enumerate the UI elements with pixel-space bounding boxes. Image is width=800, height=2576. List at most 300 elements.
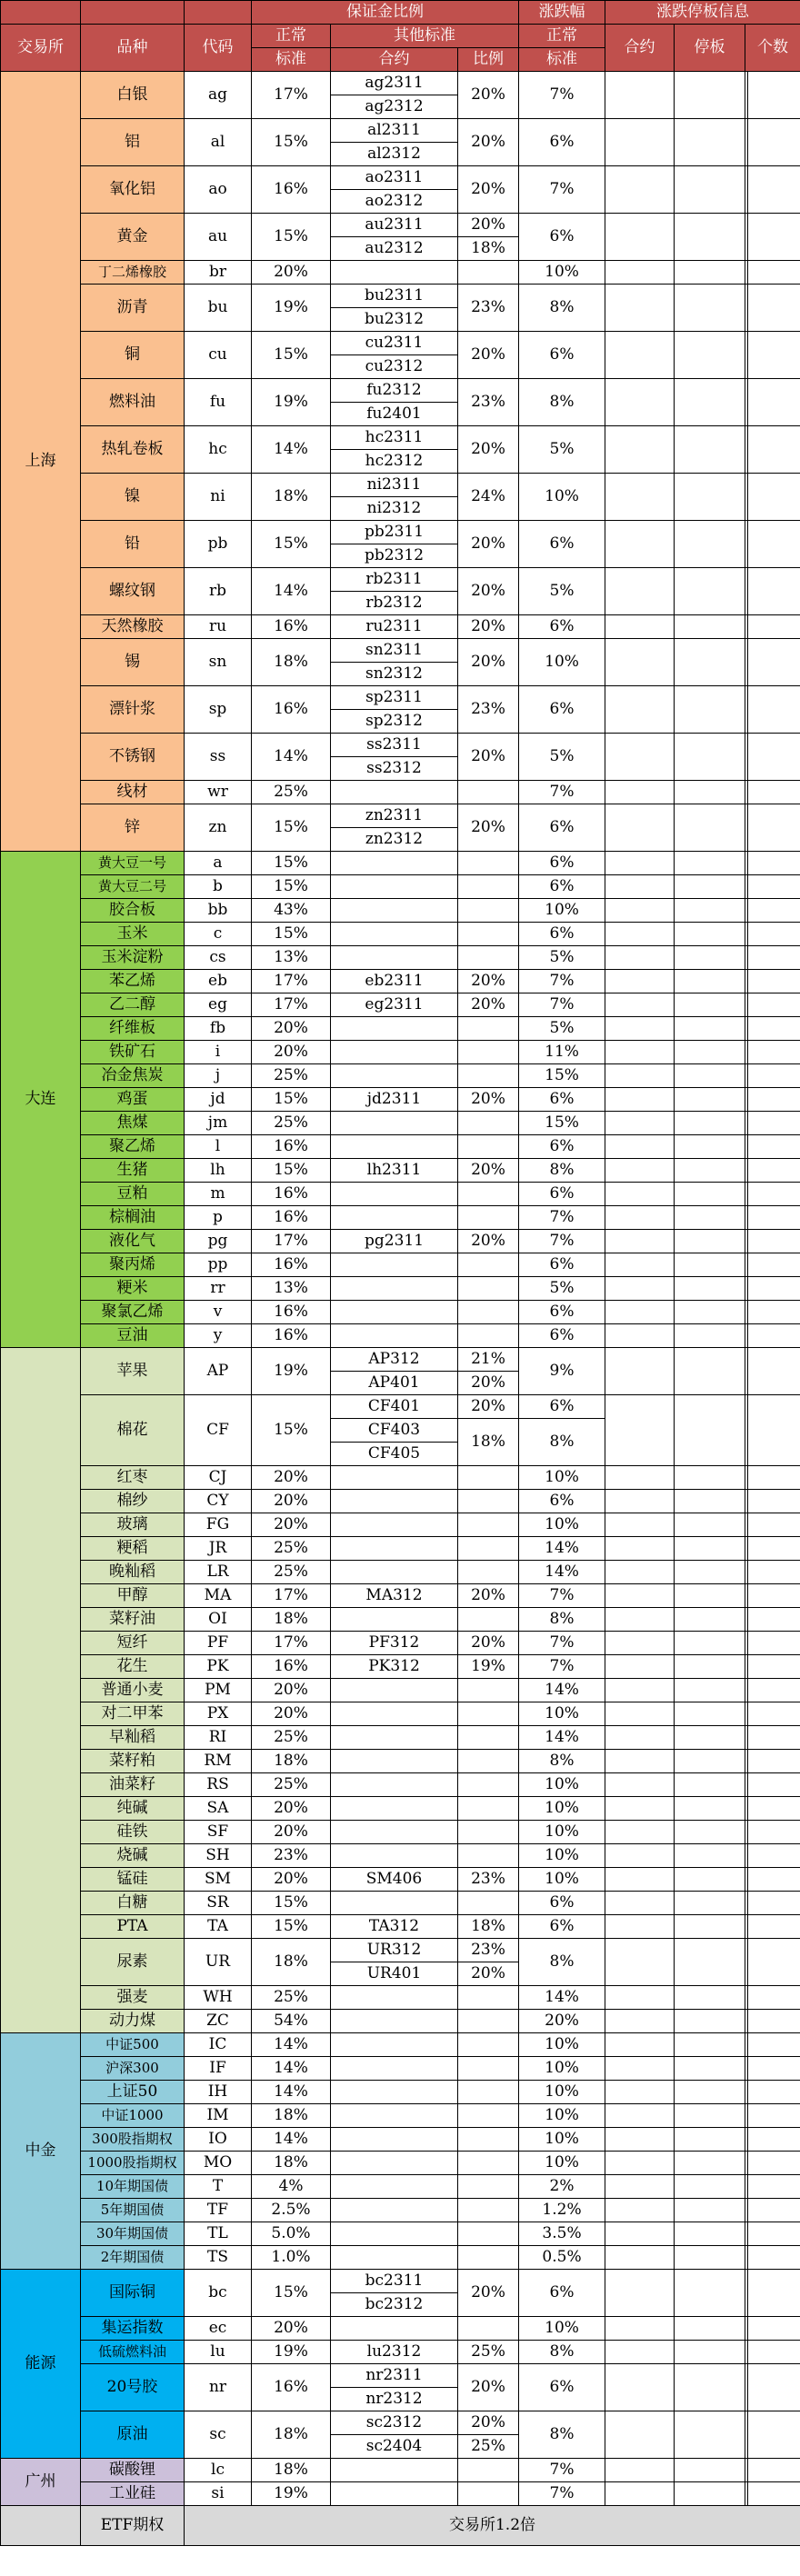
contract-cell: eb2311: [331, 970, 458, 993]
table-row: [1, 1395, 800, 1419]
variety-cell: 20号胶: [81, 2364, 185, 2411]
margin-cell: 18%: [252, 1939, 331, 1986]
code-cell: p: [185, 1206, 252, 1230]
info-contract-cell: [605, 1868, 675, 1892]
exchange-cell: [1, 1348, 81, 2033]
info-count-cell: [748, 1632, 800, 1655]
code-cell: TF: [185, 2199, 252, 2222]
table-row: [1, 2364, 800, 2388]
variety-cell: 苹果: [81, 1348, 185, 1395]
margin-cell: 25%: [252, 1537, 331, 1561]
contract-cell: fu2312: [331, 379, 458, 403]
variety-cell: 玉米: [81, 923, 185, 946]
contract-cell: [331, 1844, 458, 1868]
margin-cell: 16%: [252, 1253, 331, 1277]
limit-cell: 8%: [519, 2341, 605, 2364]
table-row: [1, 2270, 800, 2293]
info-count-cell: [748, 1537, 800, 1561]
contract-cell: [331, 1726, 458, 1750]
info-contract-cell: [605, 1301, 675, 1324]
limit-cell: 6%: [519, 1183, 605, 1206]
info-board-cell: [675, 2057, 745, 2081]
contract-cell: zn2312: [331, 828, 458, 852]
margin-cell: 19%: [252, 379, 331, 426]
header-contract: 合约: [331, 48, 458, 72]
table-row: [1, 521, 800, 544]
code-cell: TL: [185, 2222, 252, 2246]
info-count-cell: [748, 970, 800, 993]
variety-cell: 原油: [81, 2411, 185, 2459]
margin-cell: 19%: [252, 1348, 331, 1395]
margin-cell: 14%: [252, 2128, 331, 2152]
code-cell: IO: [185, 2128, 252, 2152]
ratio-cell: [458, 946, 519, 970]
contract-cell: [331, 2057, 458, 2081]
ratio-cell: [458, 2104, 519, 2128]
ratio-cell: [458, 2317, 519, 2341]
code-cell: LR: [185, 1561, 252, 1584]
exchange-cell: 广州: [1, 2459, 81, 2506]
table-row: [1, 1088, 800, 1112]
table-row: [1, 1490, 800, 1513]
limit-cell: 10%: [519, 1821, 605, 1844]
variety-cell: 液化气: [81, 1230, 185, 1253]
margin-cell: 20%: [252, 2317, 331, 2341]
code-cell: j: [185, 1064, 252, 1088]
table-row: [1, 1821, 800, 1844]
ratio-cell: 20%: [458, 1395, 519, 1419]
code-cell: sc: [185, 2411, 252, 2459]
info-count-cell: [748, 1939, 800, 1986]
code-cell: lc: [185, 2459, 252, 2482]
info-count-cell: [748, 119, 800, 166]
code-cell: RM: [185, 1750, 252, 1773]
variety-cell: 聚丙烯: [81, 1253, 185, 1277]
margin-cell: 20%: [252, 1797, 331, 1821]
info-contract-cell: [605, 166, 675, 214]
contract-cell: sc2404: [331, 2435, 458, 2459]
table-row: [1, 2317, 800, 2341]
contract-cell: PF312: [331, 1632, 458, 1655]
margin-cell: 17%: [252, 970, 331, 993]
table-row: [1, 261, 800, 285]
code-cell: wr: [185, 781, 252, 804]
info-board-cell: [675, 1513, 745, 1537]
variety-cell: 中证1000: [81, 2104, 185, 2128]
info-contract-cell: [605, 1064, 675, 1088]
ratio-cell: 20%: [458, 214, 519, 237]
contract-cell: UR312: [331, 1939, 458, 1962]
ratio-cell: [458, 1797, 519, 1821]
info-contract-cell: [605, 1253, 675, 1277]
ratio-cell: 23%: [458, 285, 519, 332]
info-contract-cell: [605, 474, 675, 521]
info-board-cell: [675, 993, 745, 1017]
ratio-cell: [458, 2246, 519, 2270]
table-row: [1, 804, 800, 828]
ratio-cell: 20%: [458, 1372, 519, 1395]
info-contract-cell: [605, 734, 675, 781]
code-cell: IM: [185, 2104, 252, 2128]
code-cell: rb: [185, 568, 252, 615]
contract-cell: [331, 2104, 458, 2128]
margin-cell: 20%: [252, 1490, 331, 1513]
info-board-cell: [675, 2152, 745, 2175]
ratio-cell: [458, 1301, 519, 1324]
info-board-cell: [675, 1986, 745, 2010]
info-contract-cell: [605, 899, 675, 923]
info-count-cell: [748, 1513, 800, 1537]
variety-cell: 国际铜: [81, 2270, 185, 2317]
margin-cell: 16%: [252, 1183, 331, 1206]
info-board-cell: [675, 2175, 745, 2199]
code-cell: v: [185, 1301, 252, 1324]
margin-cell: 20%: [252, 1702, 331, 1726]
ratio-cell: 18%: [458, 1915, 519, 1939]
code-cell: l: [185, 1135, 252, 1159]
limit-cell: 5%: [519, 1017, 605, 1041]
footer-note-cell: 交易所1.2倍: [185, 2506, 800, 2546]
variety-cell: 5年期国债: [81, 2199, 185, 2222]
info-board-cell: [675, 1892, 745, 1915]
margin-cell: 20%: [252, 261, 331, 285]
margin-cell: 14%: [252, 2033, 331, 2057]
table-row: [1, 1183, 800, 1206]
contract-cell: [331, 1206, 458, 1230]
ratio-cell: [458, 1513, 519, 1537]
margin-cell: 18%: [252, 639, 331, 686]
variety-cell: 苯乙烯: [81, 970, 185, 993]
info-count-cell: [748, 1159, 800, 1183]
info-count-cell: [748, 2317, 800, 2341]
contract-cell: pb2311: [331, 521, 458, 544]
info-count-cell: [748, 1868, 800, 1892]
contract-cell: [331, 1750, 458, 1773]
info-board-cell: [675, 1466, 745, 1490]
info-board-cell: [675, 72, 745, 119]
ratio-cell: 20%: [458, 332, 519, 379]
variety-cell: 聚乙烯: [81, 1135, 185, 1159]
header-code: 代码: [185, 25, 252, 72]
info-contract-cell: [605, 2057, 675, 2081]
info-count-cell: [748, 1915, 800, 1939]
margin-cell: 15%: [252, 852, 331, 875]
variety-cell: 不锈钢: [81, 734, 185, 781]
info-board-cell: [675, 1112, 745, 1135]
code-cell: FG: [185, 1513, 252, 1537]
margin-cell: 15%: [252, 923, 331, 946]
margin-cell: 5.0%: [252, 2222, 331, 2246]
limit-cell: 14%: [519, 1561, 605, 1584]
limit-cell: 7%: [519, 2482, 605, 2506]
code-cell: eb: [185, 970, 252, 993]
code-cell: MA: [185, 1584, 252, 1608]
info-contract-cell: [605, 993, 675, 1017]
info-contract-cell: [605, 1655, 675, 1679]
ratio-cell: 20%: [458, 119, 519, 166]
code-cell: si: [185, 2482, 252, 2506]
info-contract-cell: [605, 214, 675, 261]
info-count-cell: [748, 1183, 800, 1206]
variety-cell: PTA: [81, 1915, 185, 1939]
contract-cell: [331, 1183, 458, 1206]
limit-cell: 10%: [519, 2104, 605, 2128]
code-cell: pp: [185, 1253, 252, 1277]
ratio-cell: 24%: [458, 474, 519, 521]
limit-cell: 6%: [519, 686, 605, 734]
margin-cell: 18%: [252, 1608, 331, 1632]
info-board-cell: [675, 1773, 745, 1797]
contract-cell: [331, 2152, 458, 2175]
margin-cell: 1.0%: [252, 2246, 331, 2270]
variety-cell: 线材: [81, 781, 185, 804]
table-row: [1, 1348, 800, 1372]
margin-cell: 14%: [252, 2081, 331, 2104]
info-contract-cell: [605, 781, 675, 804]
limit-cell: 7%: [519, 2459, 605, 2482]
code-cell: SF: [185, 1821, 252, 1844]
variety-cell: 热轧卷板: [81, 426, 185, 474]
info-contract-cell: [605, 1939, 675, 1986]
table-row: [1, 993, 800, 1017]
table-row: [1, 2057, 800, 2081]
info-count-cell: [748, 804, 800, 852]
contract-cell: ss2312: [331, 757, 458, 781]
limit-cell: 8%: [519, 379, 605, 426]
table-row: [1, 899, 800, 923]
table-row: [1, 2482, 800, 2506]
limit-cell: 10%: [519, 474, 605, 521]
variety-cell: 棉纱: [81, 1490, 185, 1513]
limit-cell: 10%: [519, 639, 605, 686]
info-count-cell: [748, 2175, 800, 2199]
table-row: [1, 166, 800, 190]
info-board-cell: [675, 214, 745, 261]
ratio-cell: 20%: [458, 166, 519, 214]
table-row: [1, 1041, 800, 1064]
info-count-cell: [748, 474, 800, 521]
contract-cell: AP312: [331, 1348, 458, 1372]
contract-cell: [331, 1277, 458, 1301]
ratio-cell: 20%: [458, 72, 519, 119]
margin-cell: 20%: [252, 1821, 331, 1844]
info-contract-cell: [605, 2482, 675, 2506]
variety-cell: 生猪: [81, 1159, 185, 1183]
variety-cell: 动力煤: [81, 2010, 185, 2033]
contract-cell: nr2312: [331, 2388, 458, 2411]
ratio-cell: [458, 2482, 519, 2506]
limit-cell: 11%: [519, 1041, 605, 1064]
ratio-cell: [458, 1702, 519, 1726]
info-contract-cell: [605, 2152, 675, 2175]
info-contract-cell: [605, 970, 675, 993]
header-margin-ratio: 保证金比例: [252, 1, 519, 25]
code-cell: a: [185, 852, 252, 875]
code-cell: al: [185, 119, 252, 166]
info-contract-cell: [605, 2081, 675, 2104]
limit-cell: 7%: [519, 1206, 605, 1230]
ratio-cell: 23%: [458, 686, 519, 734]
variety-cell: 玻璃: [81, 1513, 185, 1537]
info-contract-cell: [605, 1679, 675, 1702]
table-row: [1, 1797, 800, 1821]
code-cell: IC: [185, 2033, 252, 2057]
info-contract-cell: [605, 1088, 675, 1112]
info-board-cell: [675, 1490, 745, 1513]
info-board-cell: [675, 1868, 745, 1892]
code-cell: fb: [185, 1017, 252, 1041]
variety-cell: 冶金焦炭: [81, 1064, 185, 1088]
info-contract-cell: [605, 875, 675, 899]
info-board-cell: [675, 1655, 745, 1679]
info-count-cell: [748, 2222, 800, 2246]
limit-cell: 7%: [519, 1655, 605, 1679]
info-board-cell: [675, 1324, 745, 1348]
info-count-cell: [748, 1253, 800, 1277]
variety-cell: 丁二烯橡胶: [81, 261, 185, 285]
margin-cell: 16%: [252, 1324, 331, 1348]
table-row: [1, 1584, 800, 1608]
contract-cell: bu2312: [331, 308, 458, 332]
info-count-cell: [748, 639, 800, 686]
ratio-cell: 20%: [458, 615, 519, 639]
info-contract-cell: [605, 2199, 675, 2222]
info-board-cell: [675, 2270, 745, 2317]
info-board-cell: [675, 2246, 745, 2270]
contract-cell: ru2311: [331, 615, 458, 639]
contract-cell: [331, 1892, 458, 1915]
info-contract-cell: [605, 1584, 675, 1608]
info-count-cell: [748, 1844, 800, 1868]
contract-cell: zn2311: [331, 804, 458, 828]
contract-cell: PK312: [331, 1655, 458, 1679]
table-row: [1, 852, 800, 875]
info-count-cell: [748, 1750, 800, 1773]
code-cell: cu: [185, 332, 252, 379]
info-board-cell: [675, 1797, 745, 1821]
info-board-cell: [675, 1253, 745, 1277]
info-board-cell: [675, 379, 745, 426]
table-row: [1, 1277, 800, 1301]
margin-cell: 20%: [252, 1017, 331, 1041]
info-contract-cell: [605, 1206, 675, 1230]
ratio-cell: [458, 923, 519, 946]
contract-cell: au2311: [331, 214, 458, 237]
table-row: [1, 1561, 800, 1584]
info-contract-cell: [605, 2128, 675, 2152]
info-count-cell: [748, 1584, 800, 1608]
code-cell: jm: [185, 1112, 252, 1135]
margin-cell: 19%: [252, 2341, 331, 2364]
limit-cell: 6%: [519, 332, 605, 379]
info-count-cell: [748, 993, 800, 1017]
code-cell: IF: [185, 2057, 252, 2081]
margin-cell: 20%: [252, 1868, 331, 1892]
contract-cell: hc2311: [331, 426, 458, 450]
margin-cell: 13%: [252, 946, 331, 970]
info-contract-cell: [605, 1017, 675, 1041]
code-cell: TA: [185, 1915, 252, 1939]
info-contract-cell: [605, 1395, 675, 1466]
contract-cell: MA312: [331, 1584, 458, 1608]
limit-cell: 10%: [519, 899, 605, 923]
contract-cell: lh2311: [331, 1159, 458, 1183]
variety-cell: 尿素: [81, 1939, 185, 1986]
limit-cell: 10%: [519, 1868, 605, 1892]
margin-cell: 15%: [252, 875, 331, 899]
margin-cell: 16%: [252, 615, 331, 639]
info-contract-cell: [605, 2270, 675, 2317]
info-board-cell: [675, 899, 745, 923]
info-board-cell: [675, 804, 745, 852]
ratio-cell: 20%: [458, 521, 519, 568]
limit-cell: 6%: [519, 1915, 605, 1939]
limit-cell: 6%: [519, 1135, 605, 1159]
ratio-cell: [458, 1537, 519, 1561]
info-board-cell: [675, 1135, 745, 1159]
code-cell: PX: [185, 1702, 252, 1726]
contract-cell: [331, 1773, 458, 1797]
info-board-cell: [675, 1608, 745, 1632]
info-count-cell: [748, 2199, 800, 2222]
variety-cell: 氧化铝: [81, 166, 185, 214]
variety-cell: 短纤: [81, 1632, 185, 1655]
limit-cell: 6%: [519, 2364, 605, 2411]
limit-cell: 7%: [519, 72, 605, 119]
contract-cell: bu2311: [331, 285, 458, 308]
margin-cell: 18%: [252, 1750, 331, 1773]
variety-cell: 聚氯乙烯: [81, 1301, 185, 1324]
info-count-cell: [748, 214, 800, 261]
contract-cell: eg2311: [331, 993, 458, 1017]
ratio-cell: 25%: [458, 2435, 519, 2459]
variety-cell: 铁矿石: [81, 1041, 185, 1064]
margin-cell: 20%: [252, 1513, 331, 1537]
limit-cell: 8%: [519, 1608, 605, 1632]
info-contract-cell: [605, 2411, 675, 2459]
info-count-cell: [748, 1041, 800, 1064]
info-contract-cell: [605, 1632, 675, 1655]
info-board-cell: [675, 1017, 745, 1041]
contract-cell: [331, 2199, 458, 2222]
table-row: [1, 1537, 800, 1561]
margin-cell: 20%: [252, 1679, 331, 1702]
header-ratio: 比例: [458, 48, 519, 72]
info-count-cell: [748, 2411, 800, 2459]
table-row: [1, 1230, 800, 1253]
margin-cell: 17%: [252, 1632, 331, 1655]
limit-cell: 6%: [519, 1324, 605, 1348]
info-board-cell: [675, 1041, 745, 1064]
info-contract-cell: [605, 1608, 675, 1632]
ratio-cell: [458, 2033, 519, 2057]
info-count-cell: [748, 2057, 800, 2081]
info-count-cell: [748, 2341, 800, 2364]
code-cell: PM: [185, 1679, 252, 1702]
info-contract-cell: [605, 2010, 675, 2033]
table-row: [1, 1844, 800, 1868]
limit-cell: 6%: [519, 1088, 605, 1112]
info-contract-cell: [605, 2246, 675, 2270]
ratio-cell: [458, 1892, 519, 1915]
exchange-cell: 上海: [1, 72, 81, 852]
table-row: [1, 1679, 800, 1702]
margin-cell: 15%: [252, 214, 331, 261]
ratio-cell: [458, 1112, 519, 1135]
info-contract-cell: [605, 2341, 675, 2364]
variety-cell: 沪深300: [81, 2057, 185, 2081]
ratio-cell: 18%: [458, 1419, 519, 1466]
